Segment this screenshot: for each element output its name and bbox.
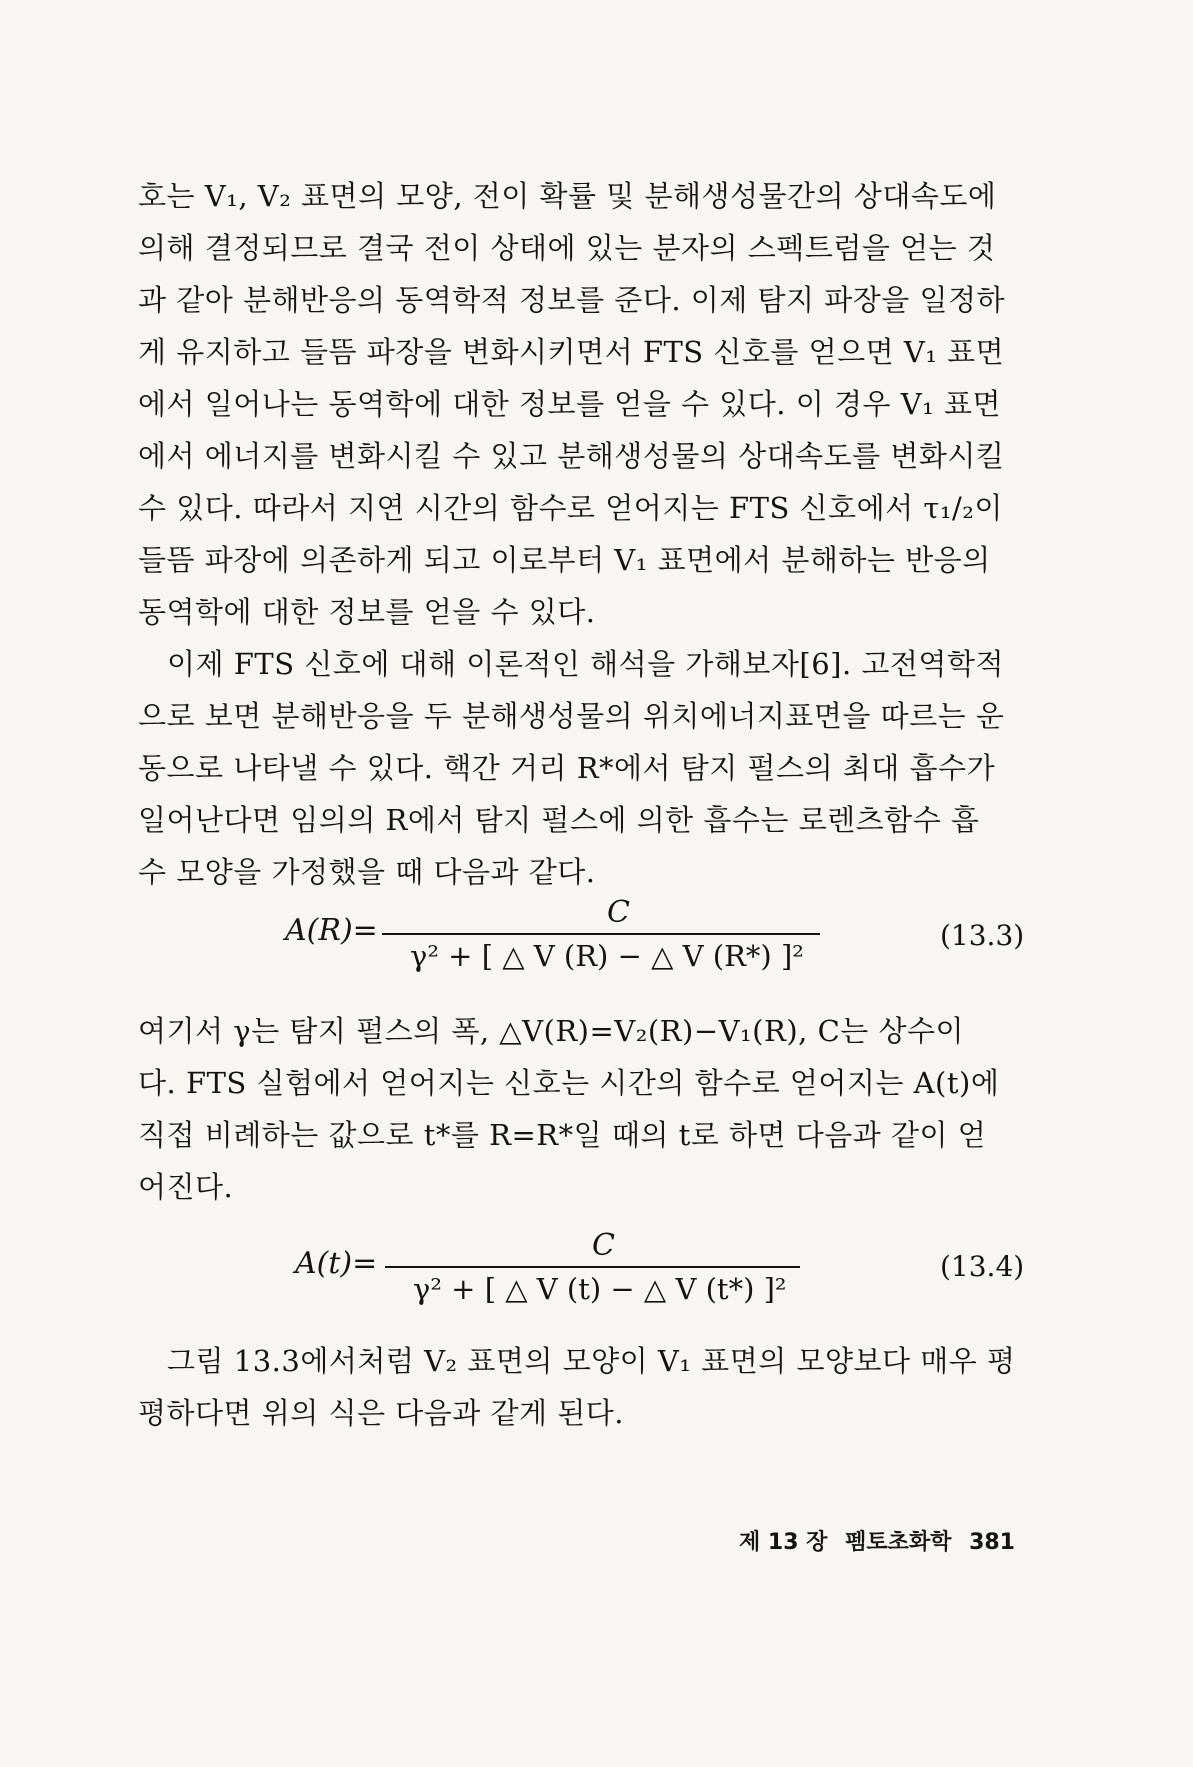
fraction-bar <box>385 1266 800 1268</box>
equation-number: (13.3) <box>940 919 1025 952</box>
text-line: 호는 V₁, V₂ 표면의 모양, 전이 확률 및 분해생성물간의 상대속도에 <box>138 179 997 213</box>
text-line: 과 같아 분해반응의 동역학적 정보를 준다. 이제 탐지 파장을 일정하 <box>138 283 1006 317</box>
text-line: 에서 일어나는 동역학에 대한 정보를 얻을 수 있다. 이 경우 V₁ 표면 <box>138 387 1002 421</box>
paragraph-3 <box>138 1005 1018 1213</box>
footer-chapter: 제 13 장 <box>739 1530 828 1555</box>
text-line: 에서 에너지를 변화시킬 수 있고 분해생성물의 상대속도를 변화시킬 <box>138 439 1005 473</box>
paragraph-1 <box>138 170 1018 638</box>
text-line: 수 있다. 따라서 지연 시간의 함수로 얻어지는 FTS 신호에서 τ₁/₂이 <box>138 491 1003 525</box>
equation-lhs: A(t)= <box>295 1246 378 1281</box>
fraction-bar <box>382 933 820 935</box>
text-line: 으로 보면 분해반응을 두 분해생성물의 위치에너지표면을 따르는 운 <box>138 699 1005 733</box>
text-line: 게 유지하고 들뜸 파장을 변화시키면서 FTS 신호를 얻으면 V₁ 표면 <box>138 335 1005 369</box>
text-line: 동역학에 대한 정보를 얻을 수 있다. <box>138 595 596 629</box>
equation-numerator: C <box>607 895 630 930</box>
text-line: 일어난다면 임의의 R에서 탐지 펄스에 의한 흡수는 로렌츠함수 흡 <box>138 803 980 837</box>
equation-numerator: C <box>592 1228 615 1263</box>
text-line: 수 모양을 가정했을 때 다음과 같다. <box>138 855 596 889</box>
text-line: 여기서 γ는 탐지 펄스의 폭, △V(R)=V₂(R)−V₁(R), C는 상수이 <box>138 1014 965 1048</box>
footer-title: 펨토초화학 <box>845 1530 952 1555</box>
page-footer <box>729 1525 1015 1556</box>
text-line: 직접 비례하는 값으로 t*를 R=R*일 때의 t로 하면 다음과 같이 얻 <box>138 1118 987 1152</box>
equation-13-4 <box>0 1228 1193 1348</box>
text-line: 어진다. <box>138 1170 234 1204</box>
equation-lhs: A(R)= <box>285 913 378 948</box>
text-line: 다. FTS 실험에서 얻어지는 신호는 시간의 함수로 얻어지는 A(t)에 <box>138 1066 1000 1100</box>
text-line: 평하다면 위의 식은 다음과 같게 된다. <box>138 1396 625 1430</box>
text-line: 들뜸 파장에 의존하게 되고 이로부터 V₁ 표면에서 분해하는 반응의 <box>138 543 991 577</box>
page-number: 381 <box>969 1530 1015 1555</box>
equation-denominator: γ² + [ △ V (t) − △ V (t*) ]² <box>413 1272 787 1306</box>
text-line: 동으로 나타낼 수 있다. 핵간 거리 R*에서 탐지 펄스의 최대 흡수가 <box>138 751 996 785</box>
paragraph-4 <box>138 1335 1018 1439</box>
paragraph-2 <box>138 638 1018 898</box>
equation-number: (13.4) <box>940 1250 1025 1283</box>
text-line: 그림 13.3에서처럼 V₂ 표면의 모양이 V₁ 표면의 모양보다 매우 평 <box>167 1344 1016 1378</box>
equation-denominator: γ² + [ △ V (R) − △ V (R*) ]² <box>410 939 804 973</box>
equation-13-3 <box>0 895 1193 1015</box>
text-line: 이제 FTS 신호에 대해 이론적인 해석을 가해보자[6]. 고전역학적 <box>167 647 1004 681</box>
text-line: 의해 결정되므로 결국 전이 상태에 있는 분자의 스펙트럼을 얻는 것 <box>138 231 996 265</box>
